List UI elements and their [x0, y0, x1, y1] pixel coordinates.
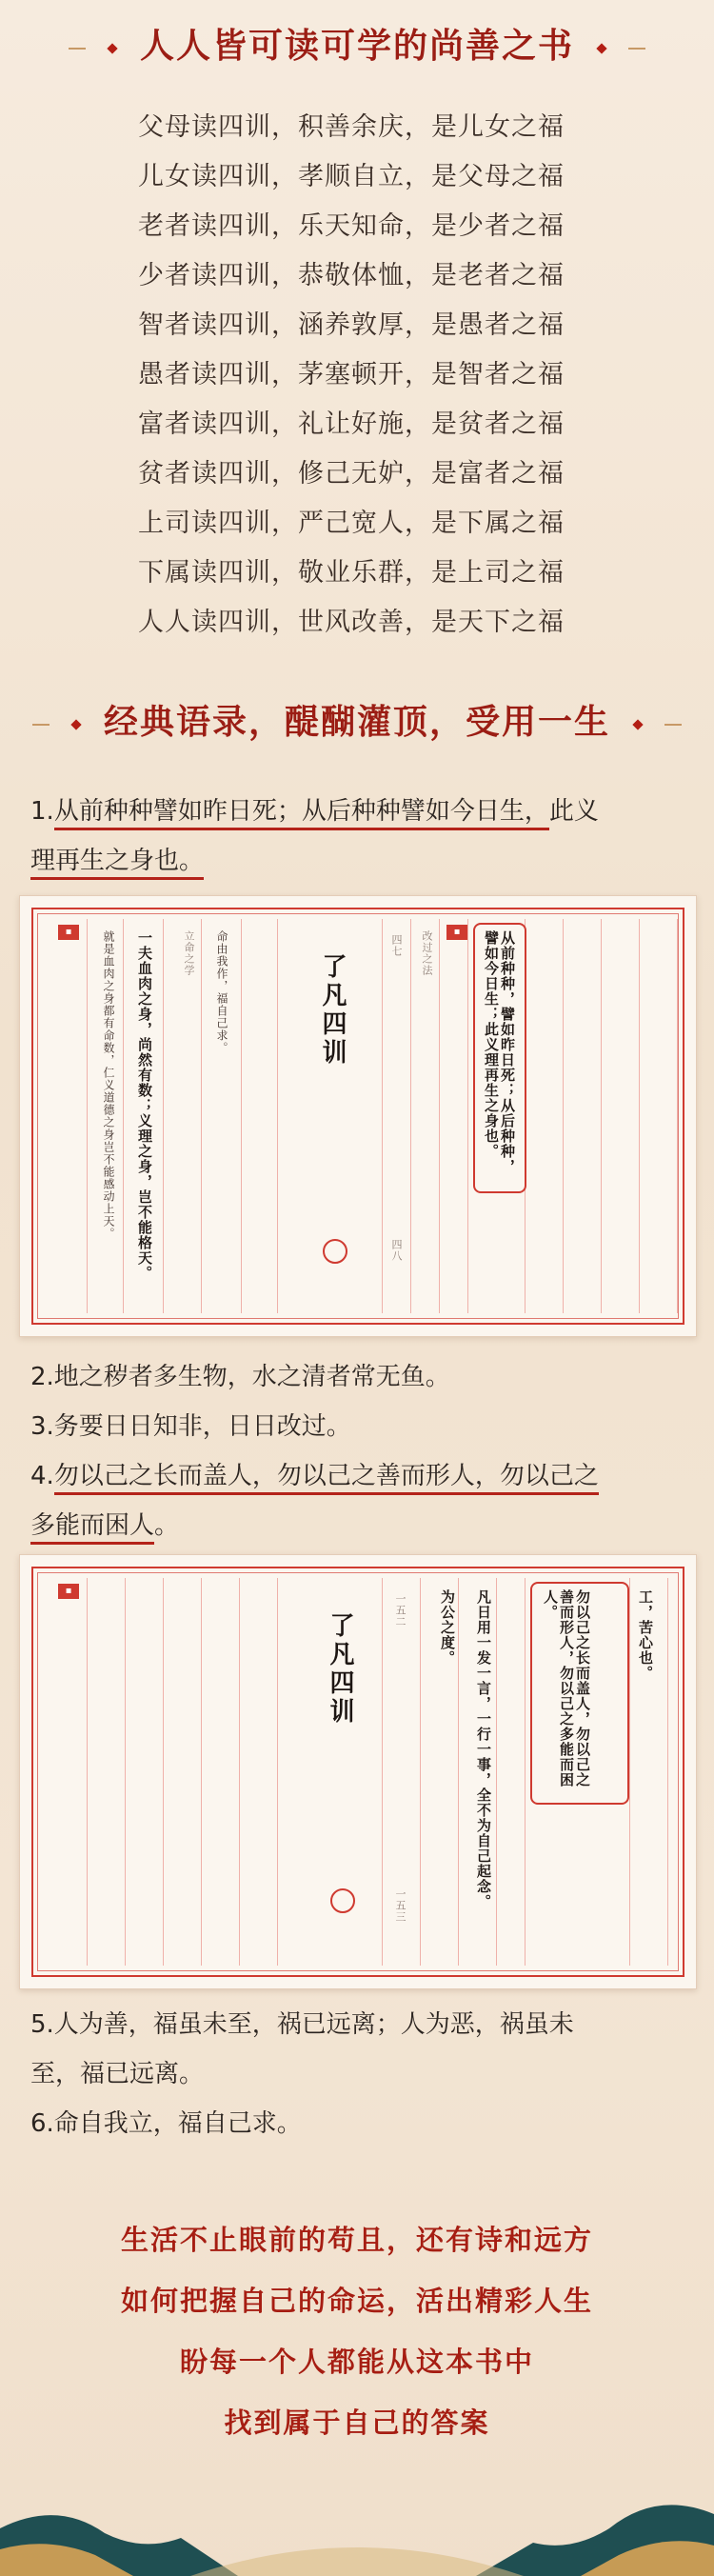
- heading-diamond: [108, 43, 118, 53]
- column-rule: [458, 1578, 459, 1966]
- column-rule: [563, 919, 564, 1313]
- book1-col-e: 改过之法: [421, 930, 433, 976]
- column-rule: [420, 1578, 421, 1966]
- column-rule: [382, 919, 383, 1313]
- column-rule: [123, 919, 124, 1313]
- column-rule: [439, 919, 440, 1313]
- quote-number: 4.: [30, 1462, 54, 1490]
- quote-underlined: 多能而困人: [30, 1511, 154, 1545]
- quote-text: 。: [154, 1511, 180, 1540]
- quote-4: [30, 1451, 687, 1550]
- verse-list: [138, 103, 595, 648]
- book1-title: 了凡四训: [318, 953, 347, 1068]
- quote-underlined: 从前种种譬如昨日死；从后种种譬如今日生，: [54, 797, 549, 830]
- column-rule: [667, 1578, 668, 1966]
- section1-title: 人人皆可读可学的尚善之书: [139, 26, 574, 66]
- panel-border-inner: [37, 913, 679, 1319]
- column-rule: [163, 919, 164, 1313]
- heading-dash: [32, 724, 50, 726]
- heading-diamond: [71, 719, 82, 729]
- red-tag: ▪: [446, 925, 467, 940]
- red-tag: ▪: [58, 1584, 79, 1599]
- quote-2: 2.地之秽者多生物，水之清者常无鱼。: [30, 1363, 450, 1391]
- section2-heading: [0, 695, 714, 744]
- column-rule: [467, 919, 468, 1313]
- book1-col-b: 就是血肉之身都有命数，仁义道德之身岂不能感动上天。: [102, 930, 115, 1240]
- book1-page-right: 四八: [390, 1239, 403, 1262]
- seal-mark: [323, 1239, 347, 1264]
- heading-dash: [628, 48, 645, 50]
- book1-col-c: 立命之学: [183, 930, 195, 976]
- book2-title: 了凡四训: [326, 1612, 354, 1727]
- column-rule: [382, 1578, 383, 1966]
- column-rule: [277, 919, 278, 1313]
- message-line: 找到属于自己的答案: [224, 2406, 490, 2439]
- quote-3: 3.务要日日知非，日日改过。: [30, 1412, 351, 1441]
- column-rule: [125, 1578, 126, 1966]
- quote-1-line-1: [30, 787, 687, 836]
- heading-dash: [664, 724, 682, 726]
- book2-col-a: 工，苦心也。: [637, 1589, 654, 1681]
- verse-item: 老者读四训，乐天知命，是少者之福: [138, 211, 565, 241]
- book2-page-right: 一五三: [394, 1888, 407, 1923]
- book2-col-b: 凡日用一发一言，一行一事，全不为自己起念。: [475, 1589, 492, 1909]
- verse-item: 人人读四训，世风改善，是天下之福: [138, 608, 565, 637]
- quote-1: [30, 787, 687, 886]
- quote-4-line-1: [30, 1451, 687, 1501]
- book1-col-main: 从前种种，譬如昨日死；从后种种，譬如今日生；此义理再生之身也。: [483, 930, 516, 1174]
- column-rule: [87, 1578, 88, 1966]
- red-tag: ▪: [58, 925, 79, 940]
- mountain-center: [190, 2547, 524, 2576]
- book-page-image-2: [19, 1554, 697, 1989]
- book1-col-d: 命由我作，福自己求。: [215, 930, 228, 1054]
- column-rule: [629, 1578, 630, 1966]
- book2-col-main: 勿以己之长而盖人，勿以己之善而形人，勿以己之多能而困人。: [542, 1589, 591, 1787]
- heading-diamond: [632, 719, 643, 729]
- verse-item: 儿女读四训，孝顺自立，是父母之福: [138, 162, 565, 191]
- quote-underlined: 勿以己之长而盖人，勿以己之善而形人，勿以己之: [54, 1462, 599, 1495]
- quote-1-line-2: [30, 836, 687, 886]
- quote-6: 6.命自我立，福自己求。: [30, 2109, 302, 2138]
- column-rule: [201, 1578, 202, 1966]
- verse-item: 智者读四训，涵养敦厚，是愚者之福: [138, 310, 565, 340]
- verse-item: 下属读四训，敬业乐群，是上司之福: [138, 558, 565, 588]
- column-rule: [239, 1578, 240, 1966]
- quote-5-line-2: 至，福已远离。: [30, 2060, 205, 2088]
- quote-5-line-1: 5.人为善，福虽未至，祸已远离；人为恶，祸虽未: [30, 2010, 574, 2039]
- quote-5: [30, 2000, 687, 2099]
- seal-mark: [330, 1888, 355, 1913]
- verse-item: 愚者读四训，茅塞顿开，是智者之福: [138, 360, 565, 389]
- section1-heading: [0, 19, 714, 68]
- column-rule: [241, 919, 242, 1313]
- book2-page-left: 一五二: [394, 1593, 407, 1627]
- verse-item: 父母读四训，积善余庆，是儿女之福: [138, 112, 565, 142]
- quote-number: 1.: [30, 797, 54, 826]
- column-rule: [163, 1578, 164, 1966]
- message-line: 如何把握自己的命运，活出精彩人生: [120, 2285, 593, 2317]
- book-page-image-1: [19, 895, 697, 1337]
- column-rule: [639, 919, 640, 1313]
- column-rule: [410, 919, 411, 1313]
- column-rule: [496, 1578, 497, 1966]
- message-line: 盼每一个人都能从这本书中: [179, 2346, 534, 2378]
- book2-col-c: 为公之度。: [439, 1589, 456, 1666]
- quote-text: 此义: [548, 797, 599, 826]
- quote-underlined: 理再生之身也。: [30, 847, 204, 880]
- message-line: 生活不止眼前的苟且，还有诗和远方: [120, 2224, 593, 2256]
- verse-item: 少者读四训，恭敬体恤，是老者之福: [138, 261, 565, 290]
- column-rule: [525, 1578, 526, 1966]
- heading-diamond: [596, 43, 606, 53]
- quote-4-line-2: [30, 1501, 687, 1550]
- section2-title: 经典语录，醍醐灌顶，受用一生: [103, 702, 610, 742]
- verse-item: 上司读四训，严己宽人，是下属之福: [138, 509, 565, 538]
- column-rule: [677, 919, 678, 1313]
- book1-page-left: 四七: [390, 934, 403, 957]
- verse-item: 富者读四训，礼让好施，是贫者之福: [138, 409, 565, 439]
- book1-col-a: 一夫血肉之身，尚然有数；义理之身，岂不能格天。: [136, 930, 153, 1281]
- column-rule: [201, 919, 202, 1313]
- column-rule: [601, 919, 602, 1313]
- mountain-decoration: [0, 2462, 714, 2576]
- heading-dash: [69, 48, 86, 50]
- column-rule: [277, 1578, 278, 1966]
- column-rule: [87, 919, 88, 1313]
- verse-item: 贫者读四训，修己无妒，是富者之福: [138, 459, 565, 489]
